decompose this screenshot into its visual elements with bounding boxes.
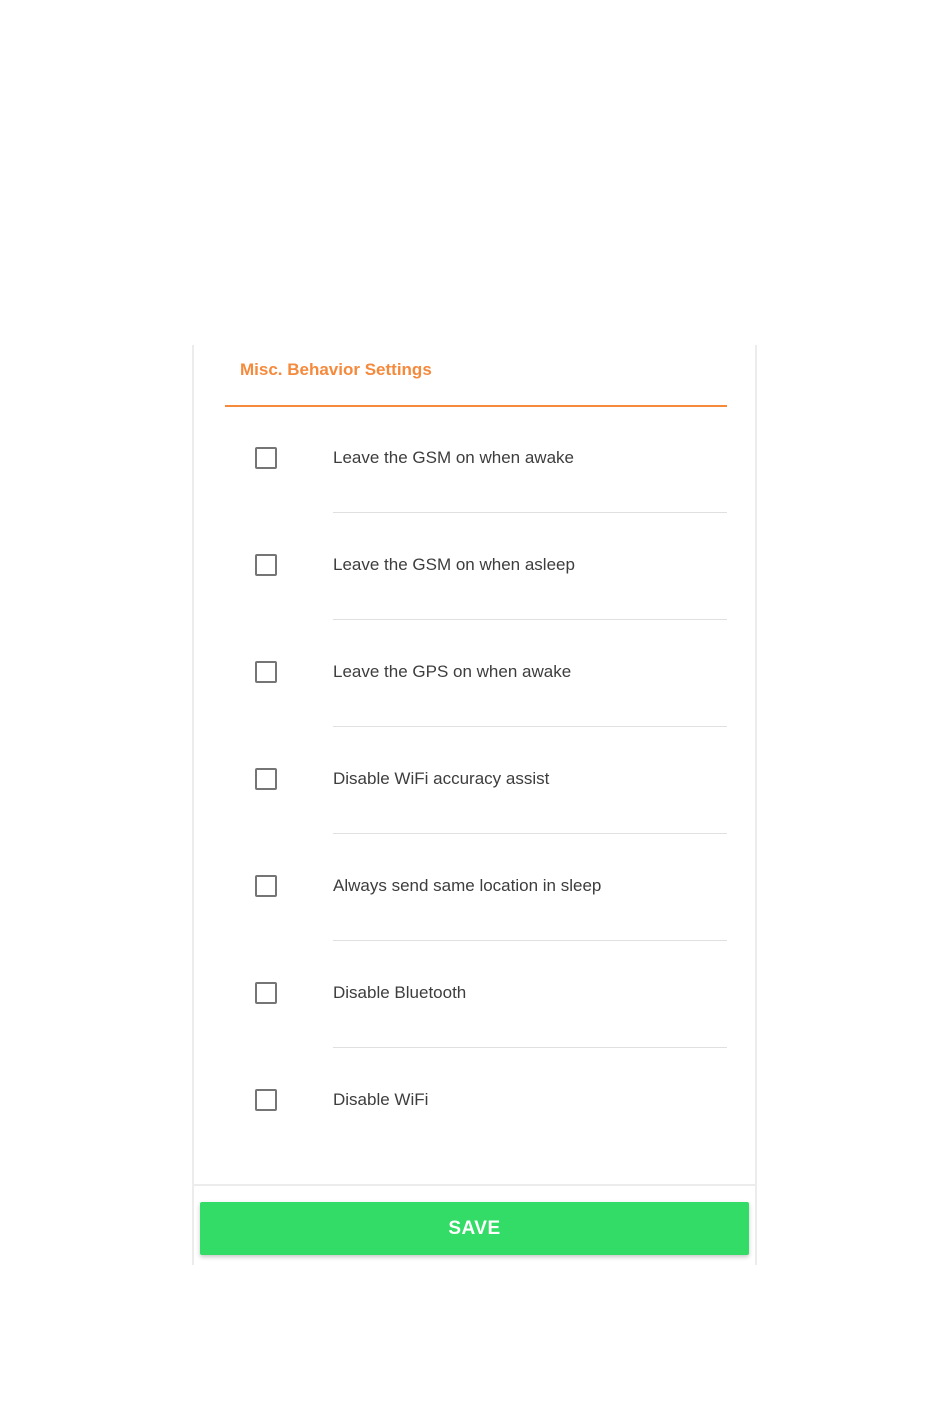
setting-label: Disable Bluetooth: [333, 983, 467, 1002]
setting-row-gps-awake[interactable]: [194, 621, 755, 728]
setting-row-gsm-asleep[interactable]: [194, 514, 755, 621]
checkbox-gps-awake[interactable]: [255, 661, 277, 683]
row-divider: [333, 512, 727, 513]
setting-row-same-location[interactable]: [194, 835, 755, 942]
setting-label: Leave the GSM on when awake: [333, 448, 574, 467]
setting-label: Leave the GPS on when awake: [333, 662, 572, 681]
row-divider: [333, 940, 727, 941]
checkbox-gsm-asleep[interactable]: [255, 554, 277, 576]
setting-row-gsm-awake[interactable]: [194, 407, 755, 514]
setting-label: Always send same location in sleep: [333, 876, 602, 895]
section-title: Misc. Behavior Settings: [240, 360, 432, 379]
checkbox-wifi[interactable]: [255, 1089, 277, 1111]
checkbox-wifi-accuracy[interactable]: [255, 768, 277, 790]
row-divider: [333, 619, 727, 620]
checkbox-bluetooth[interactable]: [255, 982, 277, 1004]
row-divider: [333, 1047, 727, 1048]
settings-panel: [192, 345, 757, 1265]
footer-divider: [194, 1184, 755, 1186]
setting-row-wifi[interactable]: [194, 1049, 755, 1156]
row-divider: [333, 833, 727, 834]
save-button[interactable]: SAVE: [200, 1202, 749, 1255]
setting-row-wifi-accuracy[interactable]: [194, 728, 755, 835]
checkbox-gsm-awake[interactable]: [255, 447, 277, 469]
setting-label: Leave the GSM on when asleep: [333, 555, 575, 574]
setting-label: Disable WiFi: [333, 1090, 429, 1109]
setting-label: Disable WiFi accuracy assist: [333, 769, 550, 788]
checkbox-same-location[interactable]: [255, 875, 277, 897]
row-divider: [333, 726, 727, 727]
setting-row-bluetooth[interactable]: [194, 942, 755, 1049]
